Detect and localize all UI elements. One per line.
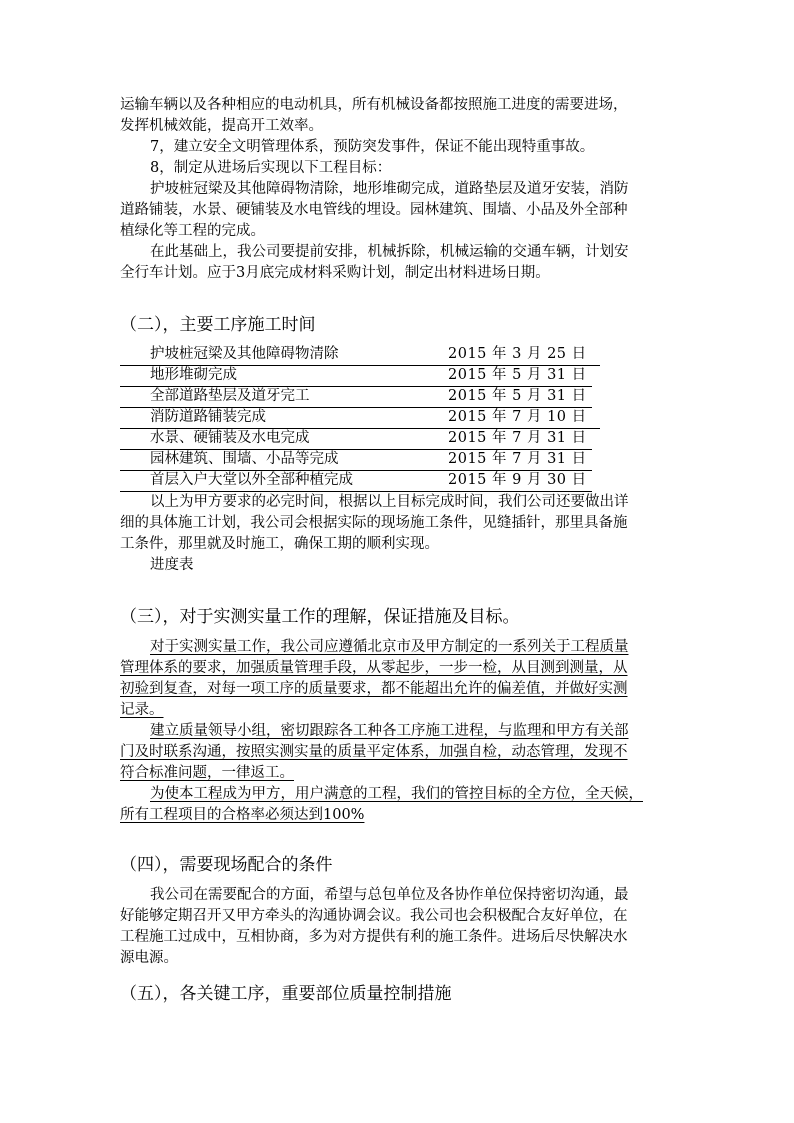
section3-line: 记录。 <box>120 702 164 718</box>
schedule-date: 2015 年 5 月 31 日 <box>448 388 587 404</box>
schedule-row <box>120 386 592 408</box>
schedule-task: 园林建筑、围墙、小品等完成 <box>150 451 339 467</box>
section-heading: （四），需要现场配合的条件 <box>120 855 333 875</box>
schedule-task: 护坡桩冠梁及其他障碍物清除 <box>150 346 339 362</box>
section3-line: 对于实测实量工作，我公司应遵循北京市及甲方制定的一系列关于工程质量 <box>150 639 629 655</box>
schedule-date: 2015 年 9 月 30 日 <box>448 472 587 488</box>
section3-line: 管理体系的要求，加强质量管理手段，从零起步，一步一检，从目测到测量，从 <box>120 660 628 676</box>
section3-line: 初验到复查，对每一项工序的质量要求，都不能超出允许的偏差值，并做好实测 <box>120 681 628 697</box>
section3-line: 门及时联系沟通，按照实测实量的质量平定体系，加强自检，动态管理，发现不 <box>120 744 628 760</box>
schedule-task: 首层入户大堂以外全部种植完成 <box>150 472 353 488</box>
section4-line: 好能够定期召开又甲方牵头的沟通协调会议。我公司也会积极配合友好单位，在 <box>120 908 628 924</box>
intro-line: 8，制定从进场后实现以下工程目标： <box>150 160 392 176</box>
intro-line: 运输车辆以及各种相应的电动机具，所有机械设备都按照施工进度的需要进场， <box>120 97 628 113</box>
schedule-row <box>120 449 592 471</box>
section2-para-line: 工条件，那里就及时施工，确保工期的顺利实现。 <box>120 536 439 552</box>
section2-para-line: 细的具体施工计划，我公司会根据实际的现场施工条件，见缝插针，那里具备施 <box>120 515 628 531</box>
schedule-row <box>120 407 600 429</box>
intro-line: 7，建立安全文明管理体系，预防突发事件，保证不能出现特重事故。 <box>150 139 595 155</box>
intro-line: 护坡桩冠梁及其他障碍物清除，地形堆砌完成，道路垫层及道牙安装，消防 <box>150 181 629 197</box>
schedule-task: 水景、硬铺装及水电完成 <box>150 430 310 446</box>
section-heading: （五），各关键工序，重要部位质量控制措施 <box>120 984 452 1004</box>
schedule-row <box>120 428 592 450</box>
schedule-date: 2015 年 5 月 31 日 <box>448 367 587 383</box>
section4-line: 源电源。 <box>120 950 178 966</box>
section-heading: （三），对于实测实量工作的理解，保证措施及目标。 <box>120 607 520 627</box>
schedule-date: 2015 年 7 月 31 日 <box>448 430 587 446</box>
section-heading: （二），主要工序施工时间 <box>120 315 316 335</box>
schedule-row <box>120 344 600 366</box>
intro-line: 植绿化等工程的完成。 <box>120 223 265 239</box>
intro-line: 在此基础上，我公司要提前安排，机械拆除，机械运输的交通车辆，计划安 <box>150 244 629 260</box>
section3-line: 建立质量领导小组，密切跟踪各工种各工序施工进程，与监理和甲方有关部 <box>150 723 629 739</box>
section2-para-line: 以上为甲方要求的必完时间，根据以上目标完成时间，我们公司还要做出详 <box>150 494 629 510</box>
section3-line: 所有工程项目的合格率必须达到100% <box>120 807 365 823</box>
intro-line: 发挥机械效能，提高开工效率。 <box>120 118 323 134</box>
schedule-task: 全部道路垫层及道牙完工 <box>150 388 310 404</box>
section3-line: 为使本工程成为甲方，用户满意的工程，我们的管控目标的全方位，全天候， <box>150 786 643 802</box>
schedule-date: 2015 年 7 月 10 日 <box>448 409 587 425</box>
schedule-task: 地形堆砌完成 <box>150 367 237 383</box>
schedule-date: 2015 年 3 月 25 日 <box>448 346 587 362</box>
schedule-date: 2015 年 7 月 31 日 <box>448 451 587 467</box>
schedule-row <box>120 365 592 387</box>
schedule-task: 消防道路铺装完成 <box>150 409 266 425</box>
section3-line: 符合标准问题，一律返工。 <box>120 765 294 781</box>
intro-line: 全行车计划。应于3月底完成材料采购计划，制定出材料进场日期。 <box>120 265 550 281</box>
section4-line: 我公司在需要配合的方面，希望与总包单位及各协作单位保持密切沟通，最 <box>150 887 629 903</box>
schedule-caption: 进度表 <box>150 557 194 573</box>
section4-line: 工程施工过成中，互相协商，多为对方提供有利的施工条件。进场后尽快解决水 <box>120 929 628 945</box>
schedule-row <box>120 470 592 492</box>
intro-line: 道路铺装，水景、硬铺装及水电管线的埋设。园林建筑、围墙、小品及外全部种 <box>120 202 628 218</box>
